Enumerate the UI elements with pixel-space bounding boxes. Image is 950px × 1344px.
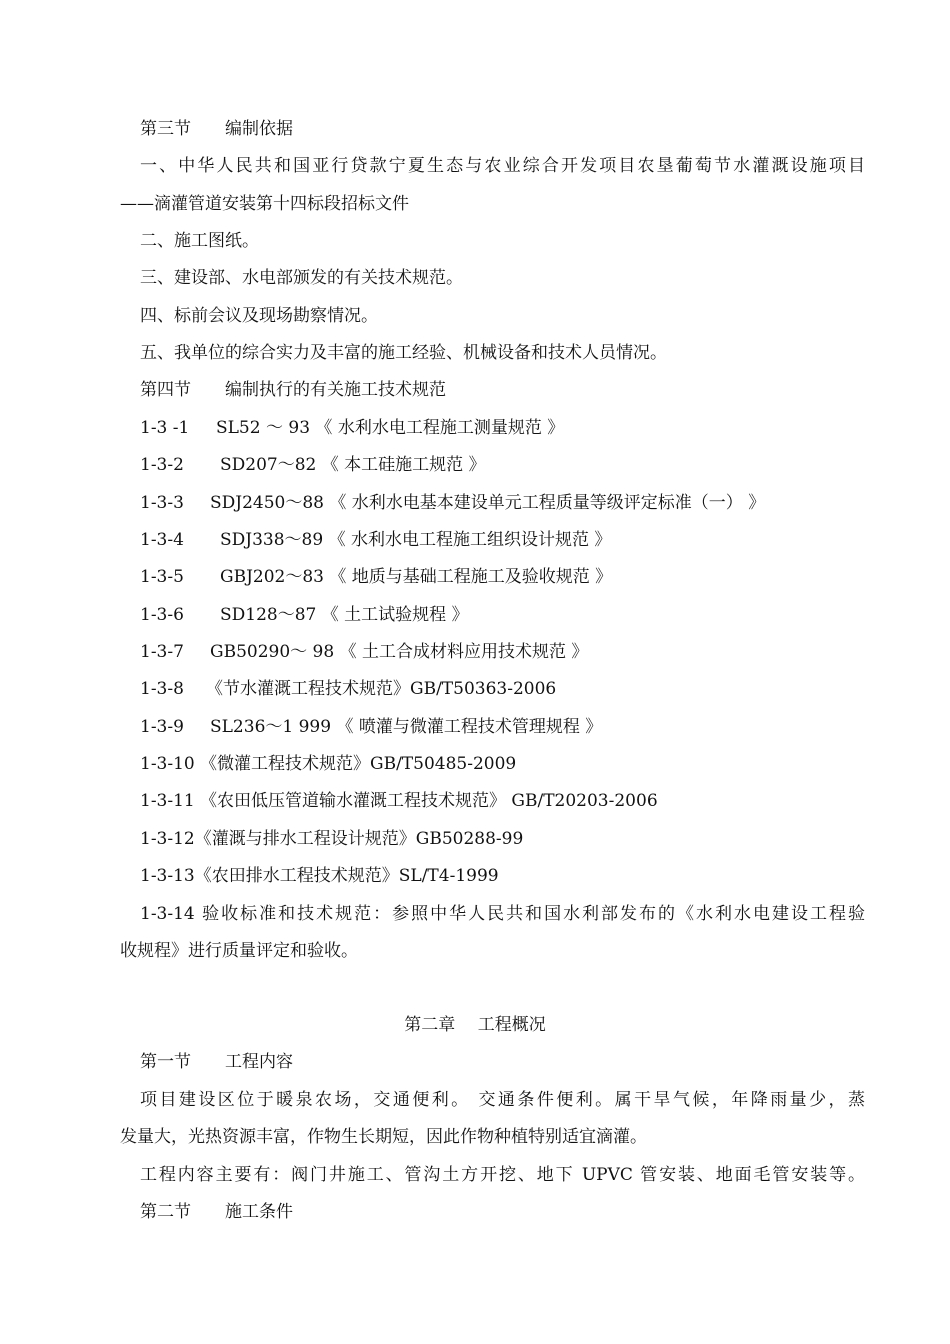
spec-text: SD128～87 《 土工试验规程 》 bbox=[220, 605, 469, 625]
chapter-2-title: 第二章 工程概况 bbox=[404, 1015, 546, 1035]
work-content-paragraph: 工程内容主要有：阀门井施工、管沟土方开挖、地下 UPVC 管安装、地面毛管安装等。 bbox=[140, 1165, 865, 1185]
chapter-2-section-2-heading: 第二节 施工条件 bbox=[140, 1202, 293, 1222]
spec-text: 《节水灌溉工程技术规范》GB/T50363-2006 bbox=[206, 679, 557, 699]
spec-row bbox=[140, 605, 865, 625]
spec-code: 1-3-5 bbox=[140, 567, 184, 587]
spec-code: 1-3-13 bbox=[140, 866, 195, 886]
basis-item-1-line2: ——滴灌管道安装第十四标段招标文件 bbox=[120, 194, 409, 214]
basis-item-4: 四、标前会议及现场勘察情况。 bbox=[140, 306, 378, 326]
spec-text: GB50290～ 98 《 土工合成材料应用技术规范 》 bbox=[210, 642, 589, 662]
project-description-line2: 发量大，光热资源丰富，作物生长期短，因此作物种植特别适宜滴灌。 bbox=[120, 1127, 647, 1147]
spec-text: SL52 ～ 93 《 水利水电工程施工测量规范 》 bbox=[216, 418, 565, 438]
spec-row bbox=[140, 754, 865, 774]
spec-text: SD207～82 《 本工硅施工规范 》 bbox=[220, 455, 486, 475]
spec-text: 《灌溉与排水工程设计规范》GB50288-99 bbox=[194, 829, 524, 849]
basis-item-1-line1: 一、中华人民共和国亚行贷款宁夏生态与农业综合开发项目农垦葡萄节水灌溉设施项目 bbox=[140, 156, 865, 176]
spec-code: 1-3-3 bbox=[140, 493, 184, 513]
spec-row bbox=[140, 679, 865, 699]
spec-row bbox=[140, 455, 865, 475]
spec-row bbox=[140, 493, 865, 513]
spec-14-line2: 收规程》进行质量评定和验收。 bbox=[120, 941, 358, 961]
spec-text: GBJ202～83 《 地质与基础工程施工及验收规范 》 bbox=[220, 567, 613, 587]
section-4-heading: 第四节 编制执行的有关施工技术规范 bbox=[140, 380, 446, 400]
section-3-heading: 第三节 编制依据 bbox=[140, 119, 293, 139]
spec-row bbox=[140, 717, 865, 737]
spec-row bbox=[140, 530, 865, 550]
spec-text: SDJ338～89 《 水利水电工程施工组织设计规范 》 bbox=[220, 530, 612, 550]
spec-14-line1: 1-3-14 验收标准和技术规范：参照中华人民共和国水利部发布的《水利水电建设工程验 bbox=[140, 904, 865, 924]
spec-text: 《农田低压管道输水灌溉工程技术规范》 GB/T20203-2006 bbox=[200, 791, 658, 811]
spec-code: 1-3-11 bbox=[140, 791, 195, 811]
spec-row bbox=[140, 642, 865, 662]
chapter-2-section-1-heading: 第一节 工程内容 bbox=[140, 1052, 293, 1072]
spec-row bbox=[140, 829, 865, 849]
spec-code: 1-3-12 bbox=[140, 829, 195, 849]
basis-item-3: 三、建设部、水电部颁发的有关技术规范。 bbox=[140, 268, 463, 288]
spec-text: 《农田排水工程技术规范》SL/T4-1999 bbox=[194, 866, 499, 886]
spec-code: 1-3-10 bbox=[140, 754, 195, 774]
spec-code: 1-3 -1 bbox=[140, 418, 190, 438]
spec-row bbox=[140, 791, 865, 811]
spec-text: SL236～1 999 《 喷灌与微灌工程技术管理规程 》 bbox=[210, 717, 603, 737]
spec-code: 1-3-8 bbox=[140, 679, 184, 699]
spec-code: 1-3-2 bbox=[140, 455, 184, 475]
spec-code: 1-3-7 bbox=[140, 642, 184, 662]
spec-code: 1-3-9 bbox=[140, 717, 184, 737]
spec-row bbox=[140, 418, 865, 438]
basis-item-5: 五、我单位的综合实力及丰富的施工经验、机械设备和技术人员情况。 bbox=[140, 343, 667, 363]
spec-code: 1-3-6 bbox=[140, 605, 184, 625]
basis-item-2: 二、施工图纸。 bbox=[140, 231, 259, 251]
spec-code: 1-3-4 bbox=[140, 530, 184, 550]
spec-row bbox=[140, 567, 865, 587]
spec-text: 《微灌工程技术规范》GB/T50485-2009 bbox=[200, 754, 517, 774]
spec-text: SDJ2450～88 《 水利水电基本建设单元工程质量等级评定标准（一） 》 bbox=[210, 493, 766, 513]
spec-row bbox=[140, 866, 865, 886]
project-description-line1: 项目建设区位于暖泉农场，交通便利。 交通条件便利。属干旱气候，年降雨量少，蒸 bbox=[140, 1090, 865, 1110]
